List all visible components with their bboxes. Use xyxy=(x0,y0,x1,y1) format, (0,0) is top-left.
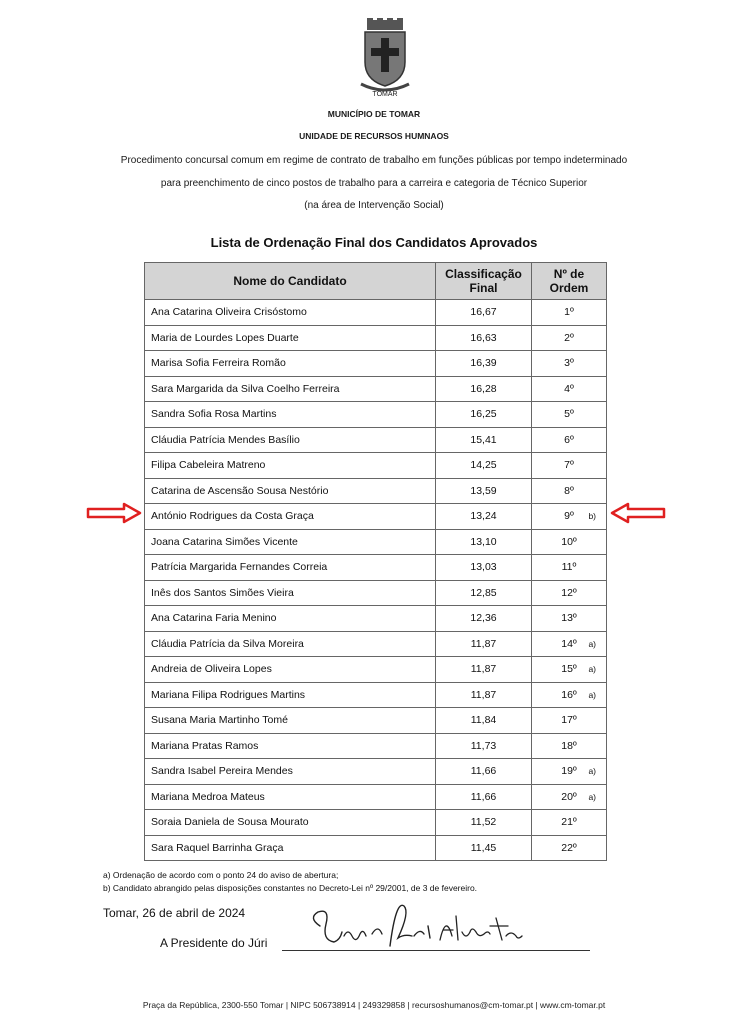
candidate-rank: 14º xyxy=(561,637,577,650)
candidate-score: 11,73 xyxy=(436,733,532,759)
candidate-rank-cell xyxy=(532,682,607,708)
candidate-score: 11,87 xyxy=(436,682,532,708)
candidate-rank-cell xyxy=(532,402,607,428)
table-row xyxy=(145,606,607,632)
candidate-name: Mariana Filipa Rodrigues Martins xyxy=(145,682,436,708)
candidate-name: Sara Raquel Barrinha Graça xyxy=(145,835,436,861)
footnote-marker: a) xyxy=(588,766,596,776)
candidate-score: 11,84 xyxy=(436,708,532,734)
procedure-line-2: para preenchimento de cinco postos de trabalho para a carreira e categoria de Técnico Superior xyxy=(160,178,588,189)
table-row xyxy=(145,351,607,377)
candidate-rank-cell xyxy=(532,529,607,555)
candidate-name: Sandra Sofia Rosa Martins xyxy=(145,402,436,428)
header-rank-line-1: Nº de xyxy=(553,267,585,281)
table-row xyxy=(145,325,607,351)
candidate-rank: 20º xyxy=(561,790,577,803)
candidate-name: Patrícia Margarida Fernandes Correia xyxy=(145,555,436,581)
candidate-score: 13,10 xyxy=(436,529,532,555)
header-name: Nome do Candidato xyxy=(145,263,436,300)
candidate-rank: 17º xyxy=(561,714,577,727)
candidate-score: 16,25 xyxy=(436,402,532,428)
candidate-name: Catarina de Ascensão Sousa Nestório xyxy=(145,478,436,504)
table-row xyxy=(145,784,607,810)
candidate-rank: 21º xyxy=(561,816,577,829)
arrow-left-shape xyxy=(612,504,664,522)
candidate-rank: 10º xyxy=(561,535,577,548)
candidate-rank-cell xyxy=(532,351,607,377)
footnote-marker: a) xyxy=(588,791,596,802)
candidate-rank: 13º xyxy=(561,612,577,625)
candidate-rank-cell xyxy=(532,427,607,453)
candidate-rank-cell xyxy=(532,733,607,759)
header-rank xyxy=(532,263,607,300)
candidate-name: Maria de Lourdes Lopes Duarte xyxy=(145,325,436,351)
candidate-rank: 8º xyxy=(564,484,574,497)
tomar-coat-of-arms-icon xyxy=(355,18,415,98)
candidate-rank: 4º xyxy=(564,382,574,395)
candidate-rank-cell xyxy=(532,759,607,785)
candidate-rank-cell xyxy=(532,631,607,657)
footnote-marker: b) xyxy=(588,511,596,521)
candidate-rank: 18º xyxy=(561,739,577,752)
table-row xyxy=(145,708,607,734)
candidate-rank: 12º xyxy=(561,586,577,599)
header-score-line-1: Classificação xyxy=(445,267,522,281)
table-row xyxy=(145,580,607,606)
table-row xyxy=(145,759,607,785)
candidate-score: 11,45 xyxy=(436,835,532,861)
arrow-left-icon xyxy=(610,502,666,524)
candidate-score: 16,63 xyxy=(436,325,532,351)
candidate-rank: 6º xyxy=(564,433,574,446)
president-label: A Presidente do Júri xyxy=(160,936,268,950)
candidate-score: 11,52 xyxy=(436,810,532,836)
page-footer: Praça da República, 2300-550 Tomar | NIPC 506738914 | 249329858 | recursoshumanos@cm-tomar.pt | www.cm-tomar.pt xyxy=(142,1000,606,1010)
table-row xyxy=(145,835,607,861)
footnote-marker: a) xyxy=(588,638,596,649)
table-row xyxy=(145,478,607,504)
procedure-line-1: Procedimento concursal comum em regime de contrato de trabalho em funções públicas por tempo indeterminado xyxy=(120,155,628,166)
footnotes xyxy=(103,869,477,895)
candidate-rank: 22º xyxy=(561,841,577,854)
table-header-row xyxy=(145,263,607,300)
candidate-score: 13,59 xyxy=(436,478,532,504)
candidate-name: Ana Catarina Oliveira Crisóstomo xyxy=(145,300,436,326)
header-score xyxy=(436,263,532,300)
candidate-rank-cell xyxy=(532,376,607,402)
header-rank-line-2: Ordem xyxy=(549,281,589,295)
candidate-name: Soraia Daniela de Sousa Mourato xyxy=(145,810,436,836)
candidate-rank-cell xyxy=(532,708,607,734)
candidate-score: 16,67 xyxy=(436,300,532,326)
signature-line xyxy=(282,950,590,951)
table-row xyxy=(145,657,607,683)
table-row xyxy=(145,631,607,657)
candidate-name: Mariana Medroa Mateus xyxy=(145,784,436,810)
candidate-rank: 7º xyxy=(564,459,574,472)
candidate-rank-cell xyxy=(532,478,607,504)
arrow-right-shape xyxy=(88,504,140,522)
candidate-name: Ana Catarina Faria Menino xyxy=(145,606,436,632)
crest-label: TOMAR xyxy=(372,91,398,98)
candidate-score: 13,03 xyxy=(436,555,532,581)
candidate-rank-cell xyxy=(532,555,607,581)
candidate-name: Andreia de Oliveira Lopes xyxy=(145,657,436,683)
candidate-name: Cláudia Patrícia da Silva Moreira xyxy=(145,631,436,657)
table-row xyxy=(145,504,607,530)
procedure-line-3: (na área de Intervenção Social) xyxy=(304,200,444,211)
candidate-rank-cell xyxy=(532,580,607,606)
list-title: Lista de Ordenação Final dos Candidatos Aprovados xyxy=(210,235,538,250)
table-row xyxy=(145,376,607,402)
table-row xyxy=(145,682,607,708)
footnote-a: a) Ordenação de acordo com o ponto 24 do aviso de abertura; xyxy=(103,870,339,880)
candidate-name: António Rodrigues da Costa Graça xyxy=(145,504,436,530)
candidate-score: 13,24 xyxy=(436,504,532,530)
candidate-rank: 11º xyxy=(561,561,577,574)
table-row xyxy=(145,810,607,836)
candidate-rank: 1º xyxy=(564,306,574,319)
candidate-score: 14,25 xyxy=(436,453,532,479)
candidate-name: Inês dos Santos Simões Vieira xyxy=(145,580,436,606)
candidate-rank: 2º xyxy=(564,331,574,344)
candidate-rank: 5º xyxy=(564,408,574,421)
place-date: Tomar, 26 de abril de 2024 xyxy=(103,906,246,920)
candidate-score: 11,66 xyxy=(436,759,532,785)
candidate-rank: 3º xyxy=(564,357,574,370)
table-row xyxy=(145,402,607,428)
footnote-marker: a) xyxy=(588,689,596,700)
candidate-rank: 16º xyxy=(561,688,577,701)
table-row xyxy=(145,427,607,453)
table-row xyxy=(145,529,607,555)
arrow-right-icon xyxy=(86,502,142,524)
table-row xyxy=(145,733,607,759)
unit-title: UNIDADE DE RECURSOS HUMNAOS xyxy=(299,131,449,141)
candidates-table xyxy=(144,262,607,861)
candidate-name: Sara Margarida da Silva Coelho Ferreira xyxy=(145,376,436,402)
candidate-name: Sandra Isabel Pereira Mendes xyxy=(145,759,436,785)
candidate-score: 15,41 xyxy=(436,427,532,453)
candidate-name: Marisa Sofia Ferreira Romão xyxy=(145,351,436,377)
candidate-rank-cell xyxy=(532,657,607,683)
candidate-name: Filipa Cabeleira Matreno xyxy=(145,453,436,479)
candidate-score: 11,66 xyxy=(436,784,532,810)
candidate-name: Mariana Pratas Ramos xyxy=(145,733,436,759)
candidate-rank-cell xyxy=(532,606,607,632)
candidate-rank: 19º xyxy=(561,765,577,778)
candidate-name: Susana Maria Martinho Tomé xyxy=(145,708,436,734)
municipality-title: MUNICÍPIO DE TOMAR xyxy=(327,109,421,119)
candidate-rank-cell xyxy=(532,300,607,326)
footnote-b: b) Candidato abrangido pelas disposições constantes no Decreto-Lei nº 29/2001, de 3 de fevereiro. xyxy=(103,883,478,893)
candidate-name: Joana Catarina Simões Vicente xyxy=(145,529,436,555)
candidate-rank: 9º xyxy=(564,510,574,523)
candidate-rank-cell xyxy=(532,453,607,479)
candidate-score: 12,36 xyxy=(436,606,532,632)
candidate-rank-cell xyxy=(532,784,607,810)
table-row xyxy=(145,555,607,581)
candidate-rank-cell xyxy=(532,835,607,861)
candidate-rank: 15º xyxy=(561,663,577,676)
table-row xyxy=(145,453,607,479)
candidate-rank-cell xyxy=(532,504,607,530)
candidate-score: 11,87 xyxy=(436,631,532,657)
candidate-rank-cell xyxy=(532,325,607,351)
header-score-line-2: Final xyxy=(469,281,498,295)
candidate-score: 16,39 xyxy=(436,351,532,377)
candidate-score: 12,85 xyxy=(436,580,532,606)
table-row xyxy=(145,300,607,326)
candidate-rank-cell xyxy=(532,810,607,836)
candidate-score: 16,28 xyxy=(436,376,532,402)
footnote-marker: a) xyxy=(588,664,596,674)
candidate-score: 11,87 xyxy=(436,657,532,683)
candidate-name: Cláudia Patrícia Mendes Basílio xyxy=(145,427,436,453)
